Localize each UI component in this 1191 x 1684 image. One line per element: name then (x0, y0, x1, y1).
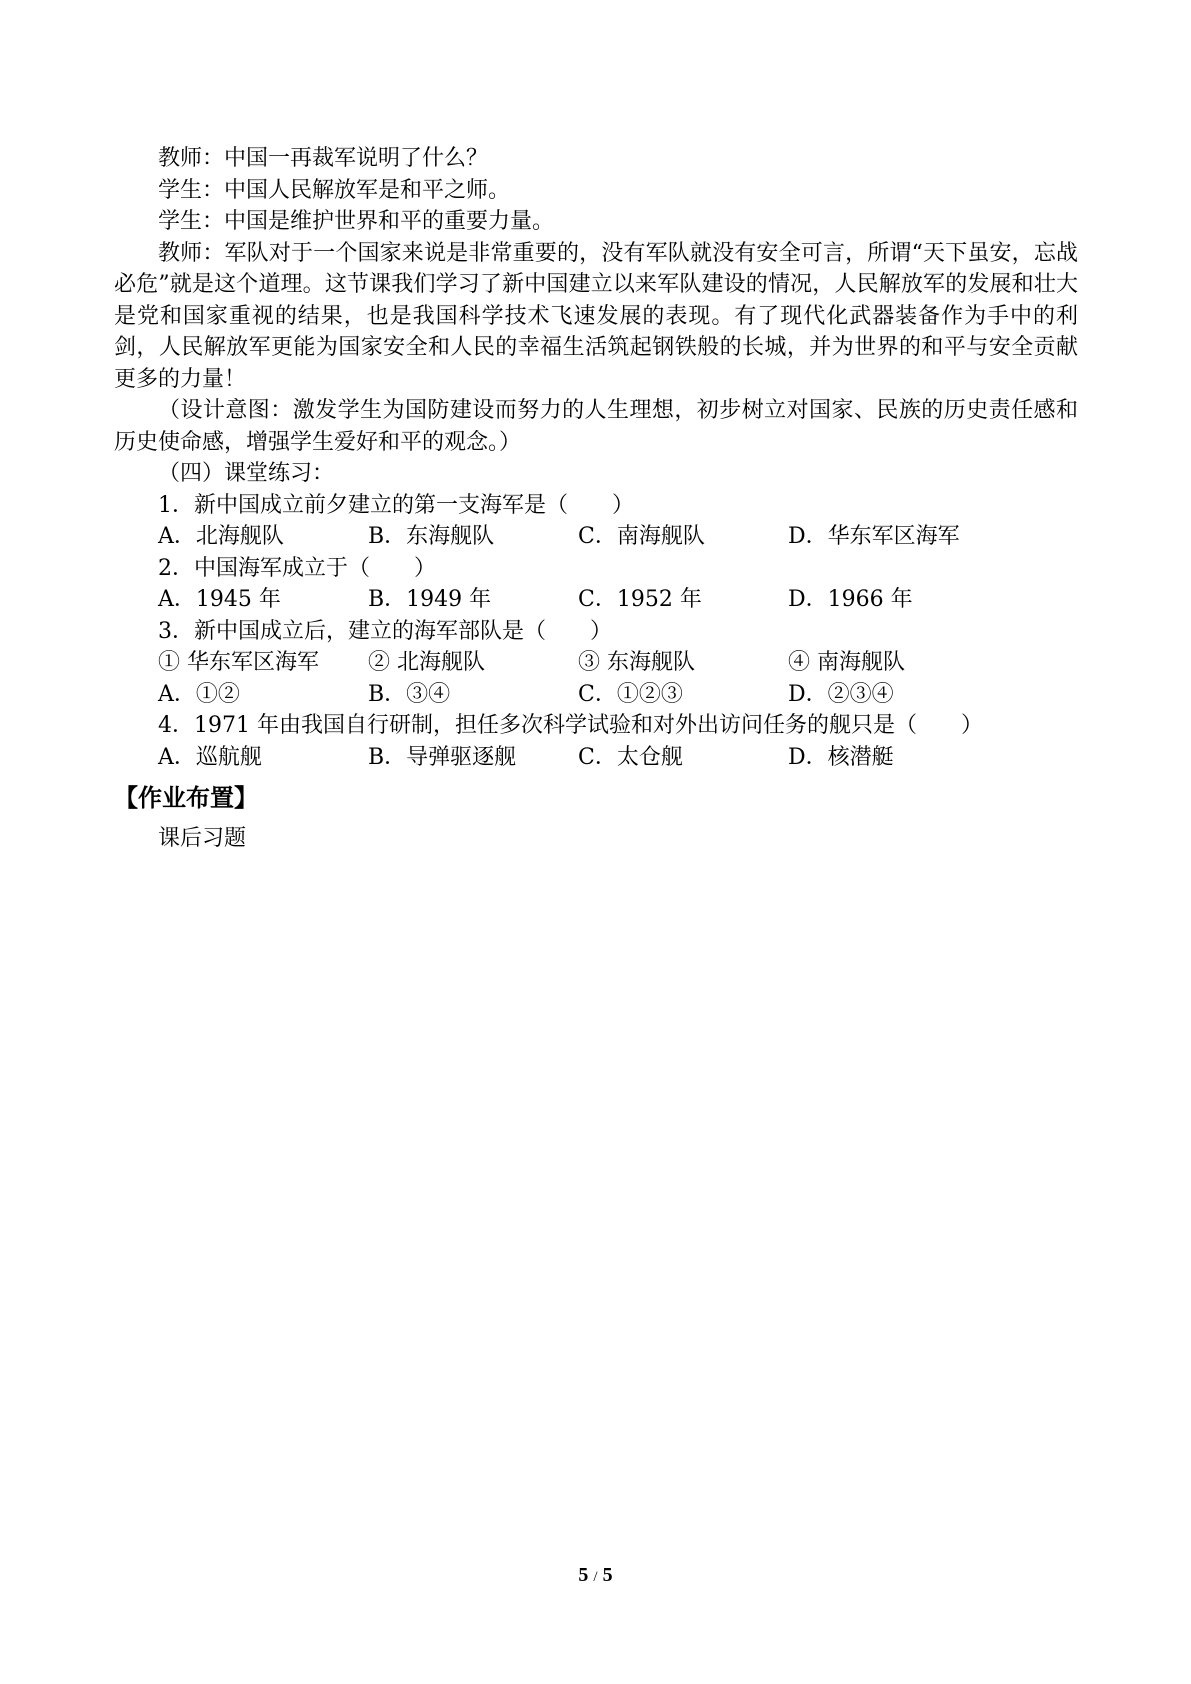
question-3-items (114, 647, 1078, 679)
question-3-stem: 3．新中国成立后，建立的海军部队是（ ） (158, 618, 612, 644)
question-1-option-d: D．华东军区海军 (788, 524, 960, 549)
question-1-option-a: A．北海舰队 (158, 524, 284, 549)
question-3-option-c: C．①②③ (578, 681, 683, 707)
paragraph-teacher-question: 教师：中国一再裁军说明了什么？ (158, 146, 489, 171)
question-3-item-1: ① 华东军区海军 (158, 650, 319, 675)
question-1-stem: 1．新中国成立前夕建立的第一支海军是（ ） (158, 492, 634, 518)
question-3-option-d: D．②③④ (788, 681, 894, 707)
question-4-option-c: C．太仓舰 (578, 744, 683, 770)
question-4-option-a: A．巡航舰 (158, 744, 262, 770)
page-content (114, 143, 1078, 855)
paragraph-design-intent: （设计意图：激发学生为国防建设而努力的人生理想，初步树立对国家、民族的历史责任感和历史使命感，增强学生爱好和平的观念。） (114, 398, 1078, 455)
question-1-options (114, 521, 1078, 553)
paragraph-student-answer-2: 学生：中国是维护世界和平的重要力量。 (158, 209, 555, 234)
paragraph-exercise-heading: （四）课堂练习： (158, 461, 335, 486)
page-number-total: 5 (602, 1564, 613, 1586)
question-2-option-d: D．1966 年 (788, 587, 913, 612)
homework-heading: 【作业布置】 (114, 784, 258, 812)
question-3-item-4: ④ 南海舰队 (788, 650, 905, 675)
question-2-option-c: C．1952 年 (578, 587, 702, 612)
question-4-option-d: D．核潜艇 (788, 744, 894, 770)
page-number-current: 5 (578, 1564, 589, 1586)
question-2-stem: 2．中国海军成立于（ ） (158, 555, 436, 581)
paragraph-student-answer-1: 学生：中国人民解放军是和平之师。 (158, 177, 511, 203)
question-3-item-2: ② 北海舰队 (368, 650, 485, 675)
question-3-item-3: ③ 东海舰队 (578, 650, 695, 675)
question-4-option-b: B．导弹驱逐舰 (368, 744, 517, 770)
question-4-options (114, 742, 1078, 774)
question-3-option-b: B．③④ (368, 681, 451, 707)
paragraph-teacher-summary: 教师：军队对于一个国家来说是非常重要的，没有军队就没有安全可言，所谓“天下虽安，忘战必危”就是这个道理。这节课我们学习了新中国建立以来军队建设的情况，人民解放军的发展和壮大是党和国家重视的结果，也是我国科学技术飞速发展的表现。有了现代化武器装备作为手中的利剑，人民解放军更能为国家安全和人民的幸福生活筑起钢铁般的长城，并为世界的和平与安全贡献更多的力量！ (114, 240, 1078, 392)
homework-text: 课后习题 (158, 826, 247, 851)
question-3-options (114, 679, 1078, 711)
question-3-option-a: A．①② (158, 681, 240, 707)
question-2-options (114, 584, 1078, 616)
question-2-option-b: B．1949 年 (368, 587, 492, 612)
page-number-separator: / (593, 1569, 598, 1585)
page-number (0, 1562, 1191, 1590)
question-4-stem: 4．1971 年由我国自行研制，担任多次科学试验和对外出访问任务的舰只是（ ） (158, 713, 983, 738)
question-2-option-a: A．1945 年 (158, 587, 281, 612)
question-1-option-c: C．南海舰队 (578, 524, 705, 549)
question-1-option-b: B．东海舰队 (368, 524, 495, 549)
